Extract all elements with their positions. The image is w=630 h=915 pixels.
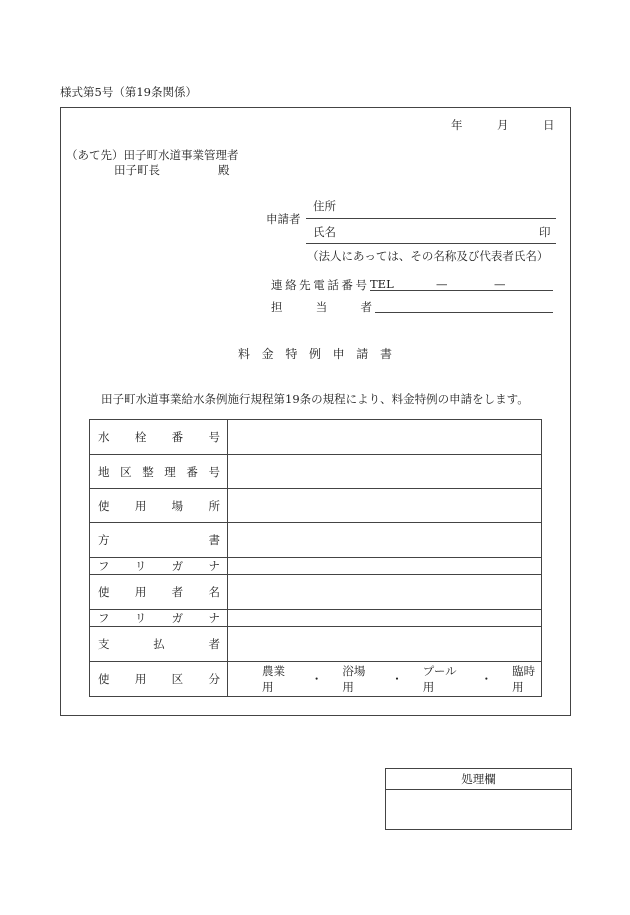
- table-row: [90, 575, 542, 610]
- usage-separator: ・: [310, 672, 323, 686]
- row-label: 地 区 整 理 番 号: [90, 455, 228, 489]
- applicant-label: 申請者: [266, 212, 301, 226]
- addressee-line1: （あて先）田子町水道事業管理者: [66, 148, 239, 162]
- statement-text: 田子町水道事業給水条例施行規程第19条の規程により、料金特例の申請をします。: [101, 392, 529, 406]
- table-row: [90, 610, 542, 627]
- phone-underline: [370, 290, 553, 291]
- address-detail-field[interactable]: [228, 523, 542, 558]
- row-label: 水 栓 番 号: [90, 420, 228, 455]
- seal-mark: 印: [539, 225, 551, 239]
- address-label: 住所: [313, 199, 336, 213]
- usage-separator: ・: [480, 672, 493, 686]
- application-table: [89, 419, 542, 697]
- hydrant-number-field[interactable]: [228, 420, 542, 455]
- user-name-field[interactable]: [228, 575, 542, 610]
- address-underline: [306, 218, 556, 219]
- district-number-field[interactable]: [228, 455, 542, 489]
- person-underline: [375, 312, 553, 313]
- form-reference: 様式第5号（第19条関係）: [60, 85, 197, 99]
- table-row: [90, 662, 542, 697]
- usage-option-agriculture[interactable]: 農業用: [262, 664, 285, 694]
- row-label: 使 用 区 分: [90, 662, 228, 697]
- form-title: 料 金 特 例 申 請 書: [238, 347, 392, 361]
- name-underline: [306, 243, 556, 244]
- date-year-label: 年: [451, 118, 463, 132]
- phone-label: 連 絡 先 電 話 番 号: [271, 278, 367, 292]
- table-row: [90, 489, 542, 523]
- tel-label: TEL: [370, 277, 394, 291]
- processing-title: 処理欄: [386, 769, 571, 790]
- name-label: 氏名: [313, 225, 336, 239]
- table-row: [90, 558, 542, 575]
- processing-box: [385, 768, 572, 830]
- user-furigana-field[interactable]: [228, 558, 542, 575]
- row-label: フ リ ガ ナ: [90, 610, 228, 627]
- table-row: [90, 627, 542, 662]
- usage-category-cell: [228, 662, 542, 697]
- table-row: [90, 455, 542, 489]
- table-row: [90, 420, 542, 455]
- row-label: 方 書: [90, 523, 228, 558]
- payer-furigana-field[interactable]: [228, 610, 542, 627]
- date-day-label: 日: [543, 118, 555, 132]
- usage-separator: ・: [391, 672, 403, 686]
- tel-dash-1: —: [436, 277, 448, 291]
- addressee-honorific: 殿: [218, 163, 230, 177]
- person-label: 担 当 者: [271, 300, 372, 314]
- date-month-label: 月: [497, 118, 509, 132]
- corporate-note: （法人にあっては、その名称及び代表者氏名）: [307, 249, 549, 263]
- usage-location-field[interactable]: [228, 489, 542, 523]
- processing-area[interactable]: [386, 790, 571, 830]
- row-label: 使 用 者 名: [90, 575, 228, 610]
- row-label: 支 払 者: [90, 627, 228, 662]
- tel-dash-2: —: [494, 277, 506, 291]
- usage-option-temporary[interactable]: 臨時用: [512, 664, 536, 694]
- addressee-line2: 田子町長: [114, 163, 160, 177]
- table-row: [90, 523, 542, 558]
- row-label: 使 用 場 所: [90, 489, 228, 523]
- row-label: フ リ ガ ナ: [90, 558, 228, 575]
- payer-field[interactable]: [228, 627, 542, 662]
- usage-option-pool[interactable]: プール用: [422, 664, 457, 694]
- usage-option-bathhouse[interactable]: 浴場用: [342, 664, 366, 694]
